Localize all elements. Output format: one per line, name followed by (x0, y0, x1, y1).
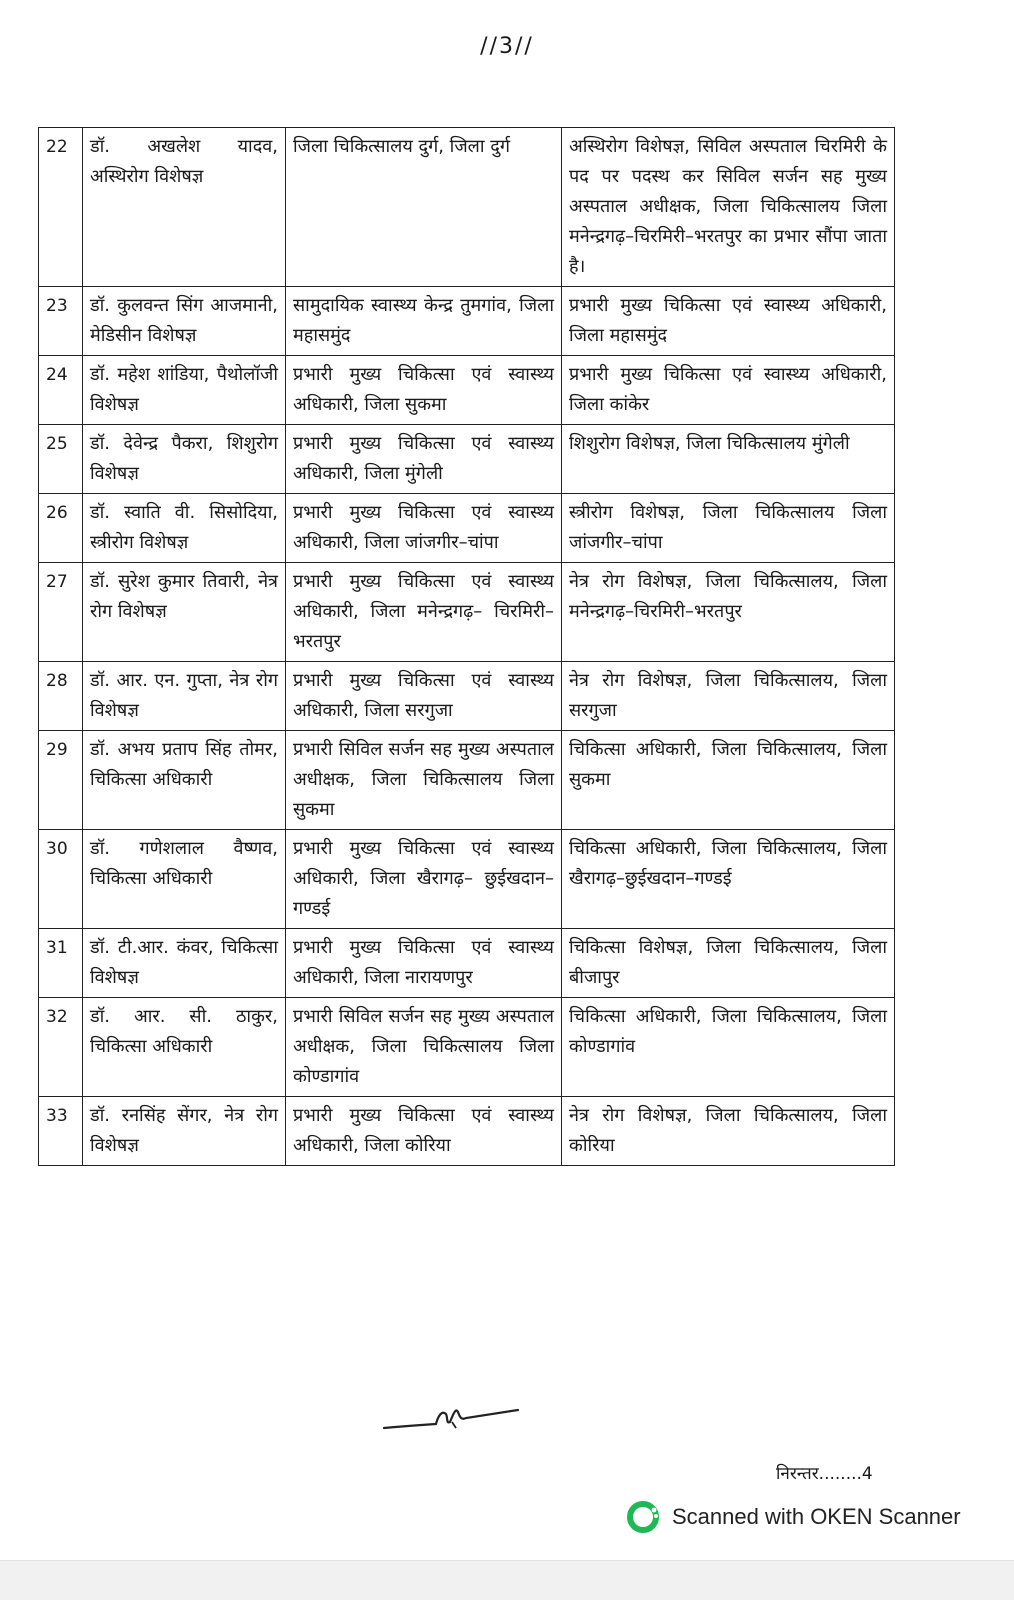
serial-number-cell: 28 (39, 662, 83, 731)
officer-name-cell: डॉ. महेश शांडिया, पैथोलॉजी विशेषज्ञ (83, 356, 286, 425)
table-row (39, 128, 895, 287)
serial-number-cell: 30 (39, 830, 83, 929)
new-posting-cell: चिकित्सा अधिकारी, जिला चिकित्सालय, जिला खैरागढ़–छुईखदान–गण्डई (562, 830, 895, 929)
table-row (39, 494, 895, 563)
oken-logo-icon (626, 1500, 660, 1534)
table-row (39, 662, 895, 731)
officer-name-cell: डॉ. अखलेश यादव, अस्थिरोग विशेषज्ञ (83, 128, 286, 287)
table-row (39, 425, 895, 494)
current-posting-cell: प्रभारी मुख्य चिकित्सा एवं स्वास्थ्य अधिकारी, जिला मुंगेली (286, 425, 562, 494)
table-row (39, 731, 895, 830)
page-number: //3// (480, 34, 534, 59)
serial-number-cell: 26 (39, 494, 83, 563)
serial-number-cell: 33 (39, 1097, 83, 1166)
serial-number-cell: 31 (39, 929, 83, 998)
bottom-strip (0, 1560, 1014, 1600)
officer-name-cell: डॉ. अभय प्रताप सिंह तोमर, चिकित्सा अधिकारी (83, 731, 286, 830)
officer-name-cell: डॉ. सुरेश कुमार तिवारी, नेत्र रोग विशेषज्ञ (83, 563, 286, 662)
table-row (39, 998, 895, 1097)
new-posting-cell: प्रभारी मुख्य चिकित्सा एवं स्वास्थ्य अधिकारी, जिला कांकेर (562, 356, 895, 425)
serial-number-cell: 22 (39, 128, 83, 287)
serial-number-cell: 23 (39, 287, 83, 356)
serial-number-cell: 27 (39, 563, 83, 662)
new-posting-cell: स्त्रीरोग विशेषज्ञ, जिला चिकित्सालय जिला जांजगीर–चांपा (562, 494, 895, 563)
signature (376, 1398, 526, 1438)
new-posting-cell: चिकित्सा विशेषज्ञ, जिला चिकित्सालय, जिला बीजापुर (562, 929, 895, 998)
table-row (39, 929, 895, 998)
current-posting-cell: जिला चिकित्सालय दुर्ग, जिला दुर्ग (286, 128, 562, 287)
officer-name-cell: डॉ. देवेन्द्र पैकरा, शिशुरोग विशेषज्ञ (83, 425, 286, 494)
current-posting-cell: प्रभारी सिविल सर्जन सह मुख्य अस्पताल अधीक्षक, जिला चिकित्सालय जिला कोण्डागांव (286, 998, 562, 1097)
officer-name-cell: डॉ. आर. सी. ठाकुर, चिकित्सा अधिकारी (83, 998, 286, 1097)
continued-label: निरन्तर........4 (776, 1464, 873, 1484)
current-posting-cell: प्रभारी मुख्य चिकित्सा एवं स्वास्थ्य अधिकारी, जिला कोरिया (286, 1097, 562, 1166)
officer-name-cell: डॉ. टी.आर. कंवर, चिकित्सा विशेषज्ञ (83, 929, 286, 998)
new-posting-cell: चिकित्सा अधिकारी, जिला चिकित्सालय, जिला कोण्डागांव (562, 998, 895, 1097)
officer-name-cell: डॉ. आर. एन. गुप्ता, नेत्र रोग विशेषज्ञ (83, 662, 286, 731)
current-posting-cell: प्रभारी मुख्य चिकित्सा एवं स्वास्थ्य अधिकारी, जिला सुकमा (286, 356, 562, 425)
scanner-watermark (626, 1500, 961, 1534)
officer-name-cell: डॉ. कुलवन्त सिंग आजमानी, मेडिसीन विशेषज्ञ (83, 287, 286, 356)
scanner-text: Scanned with OKEN Scanner (672, 1504, 961, 1529)
serial-number-cell: 32 (39, 998, 83, 1097)
table-row (39, 830, 895, 929)
transfer-order-table (38, 127, 895, 1166)
current-posting-cell: प्रभारी मुख्य चिकित्सा एवं स्वास्थ्य अधिकारी, जिला खैरागढ़– छुईखदान–गण्डई (286, 830, 562, 929)
officer-name-cell: डॉ. गणेशलाल वैष्णव, चिकित्सा अधिकारी (83, 830, 286, 929)
new-posting-cell: चिकित्सा अधिकारी, जिला चिकित्सालय, जिला सुकमा (562, 731, 895, 830)
current-posting-cell: सामुदायिक स्वास्थ्य केन्द्र तुमगांव, जिला महासमुंद (286, 287, 562, 356)
table-row (39, 1097, 895, 1166)
serial-number-cell: 29 (39, 731, 83, 830)
current-posting-cell: प्रभारी मुख्य चिकित्सा एवं स्वास्थ्य अधिकारी, जिला नारायणपुर (286, 929, 562, 998)
serial-number-cell: 25 (39, 425, 83, 494)
officer-name-cell: डॉ. स्वाति वी. सिसोदिया, स्त्रीरोग विशेषज्ञ (83, 494, 286, 563)
new-posting-cell: शिशुरोग विशेषज्ञ, जिला चिकित्सालय मुंगेली (562, 425, 895, 494)
current-posting-cell: प्रभारी सिविल सर्जन सह मुख्य अस्पताल अधीक्षक, जिला चिकित्सालय जिला सुकमा (286, 731, 562, 830)
current-posting-cell: प्रभारी मुख्य चिकित्सा एवं स्वास्थ्य अधिकारी, जिला मनेन्द्रगढ़– चिरमिरी–भरतपुर (286, 563, 562, 662)
current-posting-cell: प्रभारी मुख्य चिकित्सा एवं स्वास्थ्य अधिकारी, जिला जांजगीर–चांपा (286, 494, 562, 563)
new-posting-cell: नेत्र रोग विशेषज्ञ, जिला चिकित्सालय, जिला कोरिया (562, 1097, 895, 1166)
table-row (39, 356, 895, 425)
new-posting-cell: प्रभारी मुख्य चिकित्सा एवं स्वास्थ्य अधिकारी, जिला महासमुंद (562, 287, 895, 356)
table-body (39, 128, 895, 1166)
table-row (39, 563, 895, 662)
new-posting-cell: नेत्र रोग विशेषज्ञ, जिला चिकित्सालय, जिला सरगुजा (562, 662, 895, 731)
current-posting-cell: प्रभारी मुख्य चिकित्सा एवं स्वास्थ्य अधिकारी, जिला सरगुजा (286, 662, 562, 731)
new-posting-cell: नेत्र रोग विशेषज्ञ, जिला चिकित्सालय, जिला मनेन्द्रगढ़–चिरमिरी–भरतपुर (562, 563, 895, 662)
officer-name-cell: डॉ. रनसिंह सेंगर, नेत्र रोग विशेषज्ञ (83, 1097, 286, 1166)
serial-number-cell: 24 (39, 356, 83, 425)
table-row (39, 287, 895, 356)
new-posting-cell: अस्थिरोग विशेषज्ञ, सिविल अस्पताल चिरमिरी के पद पर पदस्थ कर सिविल सर्जन सह मुख्य अस्पताल अधीक्षक, जिला चिकित्सालय जिला मनेन्द्रगढ़–चिरमिरी–भरतपुर का प्रभार सौंपा जाता है। (562, 128, 895, 287)
